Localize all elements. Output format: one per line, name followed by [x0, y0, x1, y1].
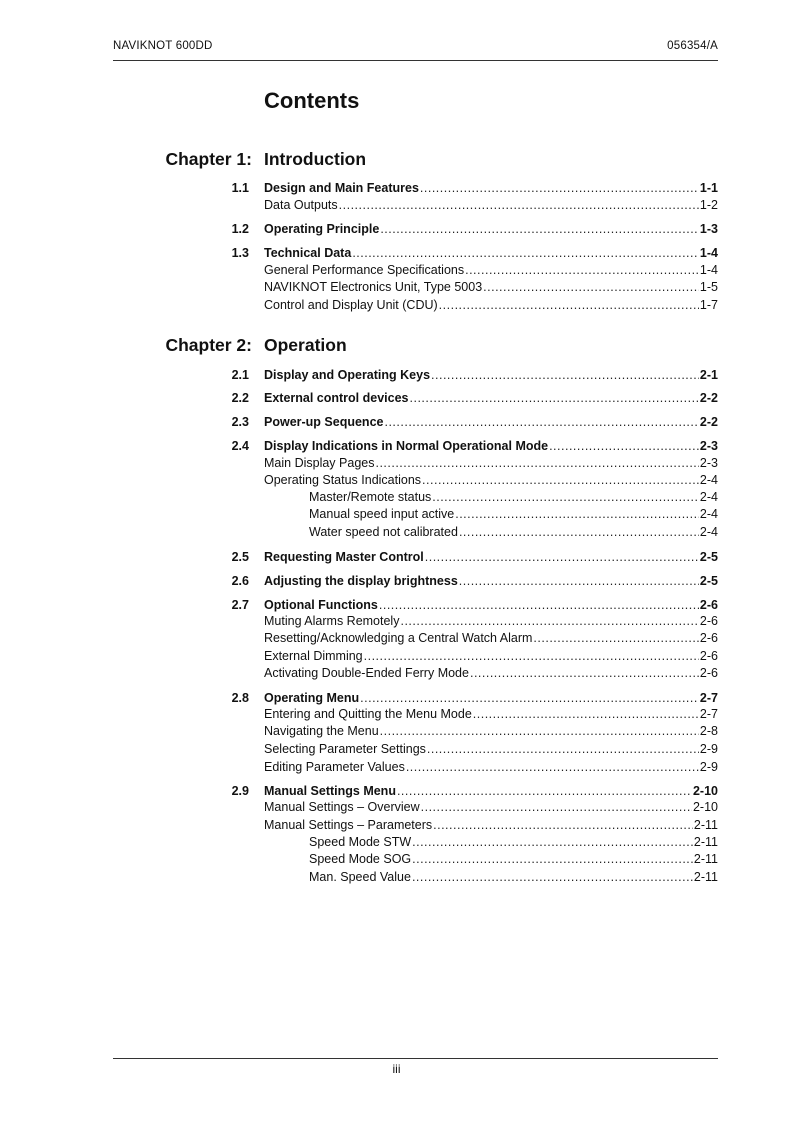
entry-title: Manual Settings – Overview [264, 800, 420, 814]
entry-title: General Performance Specifications [264, 263, 465, 277]
entry-title: Navigating the Menu [264, 724, 379, 738]
dot-leader [421, 799, 692, 815]
dot-leader [397, 783, 692, 799]
page-ref: 2-5 [699, 574, 718, 588]
entry-title: Requesting Master Control [264, 550, 424, 564]
page-ref: 1-5 [699, 280, 718, 294]
toc-entry[interactable] [0, 489, 793, 505]
toc-entry[interactable] [0, 706, 793, 722]
page-ref: 2-9 [699, 760, 718, 774]
page-ref: 1-1 [699, 181, 718, 195]
entry-title: Speed Mode SOG [309, 852, 412, 866]
header-document-title: NAVIKNOT 600DD [113, 40, 213, 52]
toc-entry[interactable] [0, 613, 793, 629]
toc-entry[interactable] [0, 472, 793, 488]
page-ref: 2-11 [693, 835, 718, 849]
dot-leader [420, 180, 699, 196]
dot-leader [473, 706, 699, 722]
page-ref: 2-4 [699, 525, 718, 539]
entry-title: Design and Main Features [264, 181, 419, 195]
toc-entry[interactable] [0, 297, 793, 313]
chapter-2-heading[interactable] [0, 335, 793, 359]
entry-title: Display Indications in Normal Operational Mode [264, 439, 549, 453]
toc-entry[interactable] [0, 690, 793, 706]
page-ref: 2-4 [699, 507, 718, 521]
page-ref: 2-9 [699, 742, 718, 756]
page-header [113, 40, 718, 52]
chapter-title: Operation [264, 335, 347, 355]
page-ref: 2-7 [699, 707, 718, 721]
dot-leader [470, 665, 699, 681]
dot-leader [412, 869, 693, 885]
dot-leader [380, 221, 699, 237]
page-ref: 1-4 [699, 246, 718, 260]
toc-entry[interactable] [0, 262, 793, 278]
toc-entry[interactable] [0, 197, 793, 213]
page-ref: 2-6 [699, 631, 718, 645]
chapter-title: Introduction [264, 149, 367, 169]
entry-title: External control devices [264, 391, 409, 405]
dot-leader [384, 414, 698, 430]
page-ref: 1-7 [699, 298, 718, 312]
dot-leader [432, 489, 699, 505]
page-ref: 2-6 [699, 614, 718, 628]
entry-title: External Dimming [264, 649, 363, 663]
dot-leader [360, 690, 699, 706]
entry-title: Entering and Quitting the Menu Mode [264, 707, 472, 721]
toc-entry[interactable] [0, 245, 793, 261]
entry-title: Operating Status Indications [264, 473, 422, 487]
dot-leader [412, 834, 693, 850]
toc-entry[interactable] [0, 851, 793, 867]
page-ref: 2-10 [692, 800, 718, 814]
entry-title: Power-up Sequence [264, 415, 384, 429]
page-ref: 2-11 [693, 870, 718, 884]
toc-entry[interactable] [0, 455, 793, 471]
toc-entry[interactable] [0, 390, 793, 406]
dot-leader [455, 506, 699, 522]
toc-entry[interactable] [0, 524, 793, 540]
entry-title: Technical Data [264, 246, 352, 260]
toc-entry[interactable] [0, 279, 793, 295]
dot-leader [439, 297, 699, 313]
dot-leader [375, 455, 698, 471]
entry-title: Display and Operating Keys [264, 368, 431, 382]
toc-entry[interactable] [0, 817, 793, 833]
entry-title: Adjusting the display brightness [264, 574, 458, 588]
page-ref: 1-3 [699, 222, 718, 236]
toc-entry[interactable] [0, 759, 793, 775]
toc-entry[interactable] [0, 573, 793, 589]
toc-entry[interactable] [0, 597, 793, 613]
entry-title: Selecting Parameter Settings [264, 742, 426, 756]
dot-leader [427, 741, 699, 757]
toc-entry[interactable] [0, 741, 793, 757]
toc-entry[interactable] [0, 367, 793, 383]
entry-title: NAVIKNOT Electronics Unit, Type 5003 [264, 280, 483, 294]
page-ref: 2-6 [699, 598, 718, 612]
dot-leader [459, 573, 699, 589]
dot-leader [433, 817, 693, 833]
entry-title: Speed Mode STW [309, 835, 412, 849]
entry-title: Resetting/Acknowledging a Central Watch Alarm [264, 631, 533, 645]
toc-entry[interactable] [0, 414, 793, 430]
section-number: 2.8 [231, 691, 249, 705]
page-ref: 2-7 [699, 691, 718, 705]
entry-title: Muting Alarms Remotely [264, 614, 400, 628]
toc-entry[interactable] [0, 665, 793, 681]
dot-leader [422, 472, 699, 488]
dot-leader [459, 524, 699, 540]
section-number: 2.3 [231, 415, 249, 429]
dot-leader [465, 262, 699, 278]
toc-entry[interactable] [0, 869, 793, 885]
toc-entry[interactable] [0, 221, 793, 237]
dot-leader [400, 613, 698, 629]
entry-title: Manual Settings – Parameters [264, 818, 433, 832]
page-ref: 2-4 [699, 473, 718, 487]
section-number: 2.9 [231, 784, 249, 798]
section-number: 2.2 [231, 391, 249, 405]
page-ref: 2-11 [693, 818, 718, 832]
footer-rule [113, 1058, 718, 1059]
dot-leader [380, 723, 699, 739]
toc-entry[interactable] [0, 834, 793, 850]
entry-title: Control and Display Unit (CDU) [264, 298, 438, 312]
entry-title: Editing Parameter Values [264, 760, 405, 774]
dot-leader [406, 759, 699, 775]
entry-title: Man. Speed Value [309, 870, 411, 884]
toc-entry[interactable] [0, 549, 793, 565]
entry-title: Manual speed input active [309, 507, 455, 521]
section-number: 1.3 [231, 246, 249, 260]
toc-entry[interactable] [0, 438, 793, 454]
header-document-number: 056354/A [667, 40, 718, 52]
entry-title: Operating Principle [264, 222, 380, 236]
dot-leader [533, 630, 699, 646]
toc-entry[interactable] [0, 180, 793, 196]
page-ref: 2-8 [699, 724, 718, 738]
page-number: iii [392, 1062, 401, 1076]
section-number: 1.2 [231, 222, 249, 236]
page-ref: 2-3 [699, 439, 718, 453]
toc-entry[interactable] [0, 723, 793, 739]
entry-title: Optional Functions [264, 598, 378, 612]
dot-leader [410, 390, 699, 406]
toc-entry[interactable] [0, 648, 793, 664]
page-ref: 2-2 [699, 415, 718, 429]
entry-title: Water speed not calibrated [309, 525, 458, 539]
entry-title: Operating Menu [264, 691, 360, 705]
entry-title: Manual Settings Menu [264, 784, 396, 798]
header-rule [113, 60, 718, 61]
dot-leader [352, 245, 699, 261]
dot-leader [379, 597, 699, 613]
dot-leader [412, 851, 693, 867]
toc-entry[interactable] [0, 630, 793, 646]
entry-title: Master/Remote status [309, 490, 432, 504]
chapter-label: Chapter 1: [165, 149, 252, 169]
page-ref: 2-5 [699, 550, 718, 564]
page-ref: 2-11 [693, 852, 718, 866]
entry-title: Main Display Pages [264, 456, 375, 470]
page-ref: 2-1 [699, 368, 718, 382]
page-ref: 2-3 [699, 456, 718, 470]
section-number: 2.1 [231, 368, 249, 382]
page-ref: 2-4 [699, 490, 718, 504]
section-number: 2.6 [231, 574, 249, 588]
section-number: 2.4 [231, 439, 249, 453]
toc-entry[interactable] [0, 783, 793, 799]
dot-leader [425, 549, 699, 565]
page-ref: 1-4 [699, 263, 718, 277]
chapter-1-heading[interactable] [0, 149, 793, 173]
chapter-label: Chapter 2: [165, 335, 252, 355]
toc-entry[interactable] [0, 799, 793, 815]
dot-leader [364, 648, 699, 664]
section-number: 2.7 [231, 598, 249, 612]
dot-leader [339, 197, 699, 213]
page-ref: 2-6 [699, 666, 718, 680]
dot-leader [431, 367, 699, 383]
entry-title: Data Outputs [264, 198, 338, 212]
page-title: Contents [264, 88, 360, 113]
dot-leader [549, 438, 699, 454]
toc-entry[interactable] [0, 506, 793, 522]
section-number: 1.1 [231, 181, 249, 195]
page-ref: 2-2 [699, 391, 718, 405]
page-ref: 2-6 [699, 649, 718, 663]
page-ref: 2-10 [692, 784, 718, 798]
entry-title: Activating Double-Ended Ferry Mode [264, 666, 469, 680]
dot-leader [483, 279, 699, 295]
page-ref: 1-2 [699, 198, 718, 212]
section-number: 2.5 [231, 550, 249, 564]
